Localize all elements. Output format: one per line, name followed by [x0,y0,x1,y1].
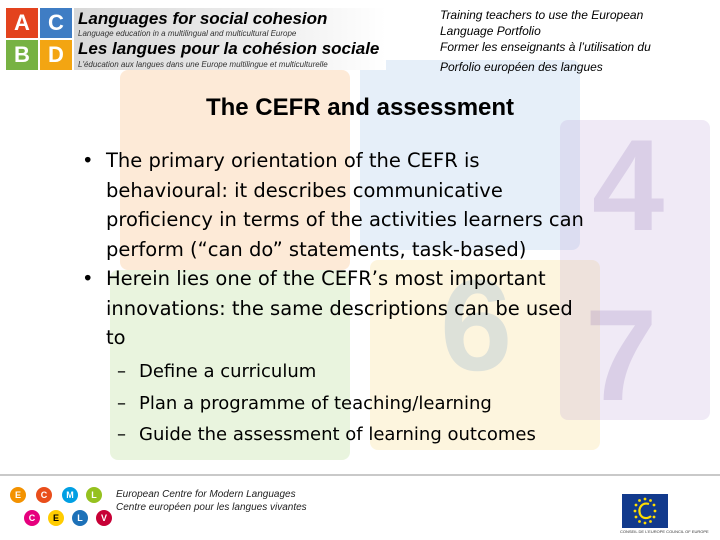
sub-list [117,356,677,451]
acbd-logo [6,8,72,70]
header-line-3: Former les enseignants à l’utilisation du [440,40,651,54]
ecml-letter: M [62,487,78,503]
ecml-letter: V [96,510,112,526]
sub-marker: – [117,392,126,414]
sub-text: Plan a programme of teaching/learning [139,392,492,414]
slide-title: The CEFR and assessment [205,94,515,121]
bullet-item [82,146,712,264]
banner-subtitle-fr: L'éducation aux langues dans une Europe multilingue et multiculturelle [78,60,328,69]
sub-item [117,419,677,451]
ecml-letter: E [10,487,26,503]
sub-marker: – [117,424,126,445]
sub-marker: – [117,361,126,382]
logo-letter-a: A [6,8,38,38]
sub-text: Define a curriculum [139,361,317,382]
logo-letter-b: B [6,40,38,70]
bullet-marker: • [82,149,94,172]
footer-line-en: European Centre for Modern Languages [116,489,296,500]
header-course-title [440,7,718,75]
ecml-letter: C [24,510,40,526]
ecml-letter: L [72,510,88,526]
sub-text: Guide the assessment of learning outcomes [139,424,536,445]
bullet-list [82,146,712,353]
banner-title-fr: Les langues pour la cohésion sociale [78,39,380,58]
logo-letter-c: C [40,8,72,38]
ecml-letter: E [48,510,64,526]
bullet-line: proficiency in terms of the activities learners can [106,208,584,231]
coe-stars-icon [622,494,668,528]
bullet-line: behavioural: it describes communicative [106,178,503,202]
ecml-letter: C [36,487,52,503]
council-of-europe-logo [622,494,668,528]
coe-caption: CONSEIL DE L'EUROPE COUNCIL OF EUROPE [620,529,709,534]
sub-item [117,356,677,388]
sub-item [117,388,677,420]
header-line-4: Porfolio européen des langues [440,60,603,74]
bullet-marker: • [82,267,94,290]
ecml-logo [8,484,110,532]
bullet-line: innovations: the same descriptions can be used [106,296,573,320]
banner-subtitle-en: Language education in a multilingual and multicultural Europe [78,29,297,38]
bullet-line: Herein lies one of the CEFR’s most important [106,267,546,290]
bg-digit-4: 4 [592,112,665,258]
bullet-line: perform (“can do” statements, task-based) [106,237,527,261]
header-banner [6,8,386,70]
header-line-2: Language Portfolio [440,24,541,38]
bullet-line: The primary orientation of the CEFR is [106,149,480,172]
banner-title-en: Languages for social cohesion [78,9,328,28]
bg-digit-6: 6 [440,252,513,398]
bullet-item [82,264,712,353]
bg-digit-7: 7 [585,282,658,428]
header-line-1: Training teachers to use the European [440,8,644,22]
bullet-line: to [106,326,126,349]
logo-letter-d: D [40,40,72,70]
footer-organisation [116,488,307,514]
ecml-letter: L [86,487,102,503]
footer-line-fr: Centre européen pour les langues vivantes [116,502,307,513]
footer-divider [0,474,720,476]
